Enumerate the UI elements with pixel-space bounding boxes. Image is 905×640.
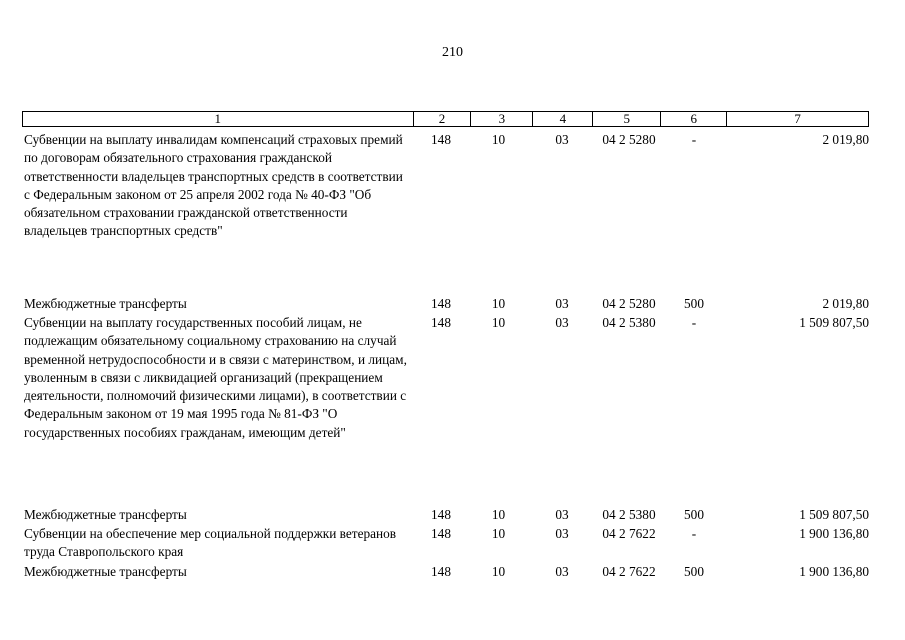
row-code-6: 500 — [684, 507, 704, 522]
table-body — [24, 131, 869, 582]
row-code-2: 148 — [431, 564, 451, 579]
row-code-4: 03 — [555, 296, 569, 311]
row-code-3: 10 — [491, 507, 506, 522]
row-code-4: 03 — [555, 507, 569, 522]
row-description: Межбюджетные трансферты — [24, 296, 187, 311]
row-code-6: - — [691, 315, 697, 330]
row-code-3: 10 — [491, 564, 506, 579]
page-number: 210 — [442, 45, 463, 60]
row-amount: 2 019,80 — [822, 296, 869, 311]
column-header-2: 2 — [414, 112, 472, 126]
row-code-4: 03 — [555, 315, 569, 330]
row-description: Субвенции на выплату государственных пособий лицам, не подлежащим обязательному социальному страхованию на случай временной нетрудоспособности и в связи с материнством, и лицам, уволенным в связи с ликвидацией организаций (прекращением деятельности, полномочий физическими лицами), в соответствии с Федеральным законом от 19 мая 1995 года № 81-ФЗ "О государственных пособиях гражданам, имеющим детей" — [24, 315, 407, 440]
row-amount: 2 019,80 — [822, 132, 869, 147]
row-code-5: 04 2 5380 — [602, 507, 656, 522]
row-description: Субвенции на выплату инвалидам компенсаций страховых премий по договорам обязательного страхования гражданской ответственности владельцев транспортных средств в соответствии с Федеральным законом от 25 апреля 2002 года № 40-ФЗ "Об обязательном страховании гражданской ответственности владельцев транспортных средств" — [24, 132, 403, 239]
row-code-4: 03 — [555, 564, 569, 579]
row-code-5: 04 2 7622 — [602, 564, 656, 579]
row-code-3: 10 — [491, 296, 506, 311]
row-code-2: 148 — [431, 507, 451, 522]
row-description: Субвенции на обеспечение мер социальной поддержки ветеранов труда Ставропольского края — [24, 526, 397, 560]
row-code-6: 500 — [684, 296, 704, 311]
column-header-4: 4 — [533, 112, 593, 126]
row-code-6: - — [691, 526, 697, 541]
column-header-1: 1 — [23, 112, 414, 126]
column-header-3: 3 — [471, 112, 533, 126]
table-row — [24, 295, 869, 314]
row-code-4: 03 — [555, 132, 569, 147]
table-row — [24, 314, 869, 506]
row-code-5: 04 2 5280 — [602, 132, 656, 147]
column-header-5: 5 — [593, 112, 661, 126]
row-code-3: 10 — [491, 132, 506, 147]
table-header — [22, 111, 869, 127]
column-header-7: 7 — [727, 112, 869, 126]
table-row — [24, 506, 869, 525]
row-code-5: 04 2 5380 — [602, 315, 656, 330]
row-amount: 1 900 136,80 — [799, 526, 869, 541]
row-code-5: 04 2 7622 — [602, 526, 656, 541]
row-code-6: - — [691, 132, 697, 147]
row-code-2: 148 — [431, 526, 451, 541]
row-description: Межбюджетные трансферты — [24, 564, 187, 579]
row-amount: 1 509 807,50 — [799, 507, 869, 522]
row-description: Межбюджетные трансферты — [24, 507, 187, 522]
row-code-3: 10 — [491, 526, 506, 541]
row-amount: 1 900 136,80 — [799, 564, 869, 579]
row-amount: 1 509 807,50 — [799, 315, 869, 330]
table-row — [24, 563, 869, 582]
row-code-4: 03 — [555, 526, 569, 541]
row-code-6: 500 — [684, 564, 704, 579]
row-code-3: 10 — [491, 315, 506, 330]
row-code-2: 148 — [431, 132, 451, 147]
table-row — [24, 525, 869, 563]
row-code-2: 148 — [431, 315, 451, 330]
table-row — [24, 131, 869, 295]
row-code-2: 148 — [431, 296, 451, 311]
column-header-6: 6 — [661, 112, 727, 126]
row-code-5: 04 2 5280 — [602, 296, 656, 311]
